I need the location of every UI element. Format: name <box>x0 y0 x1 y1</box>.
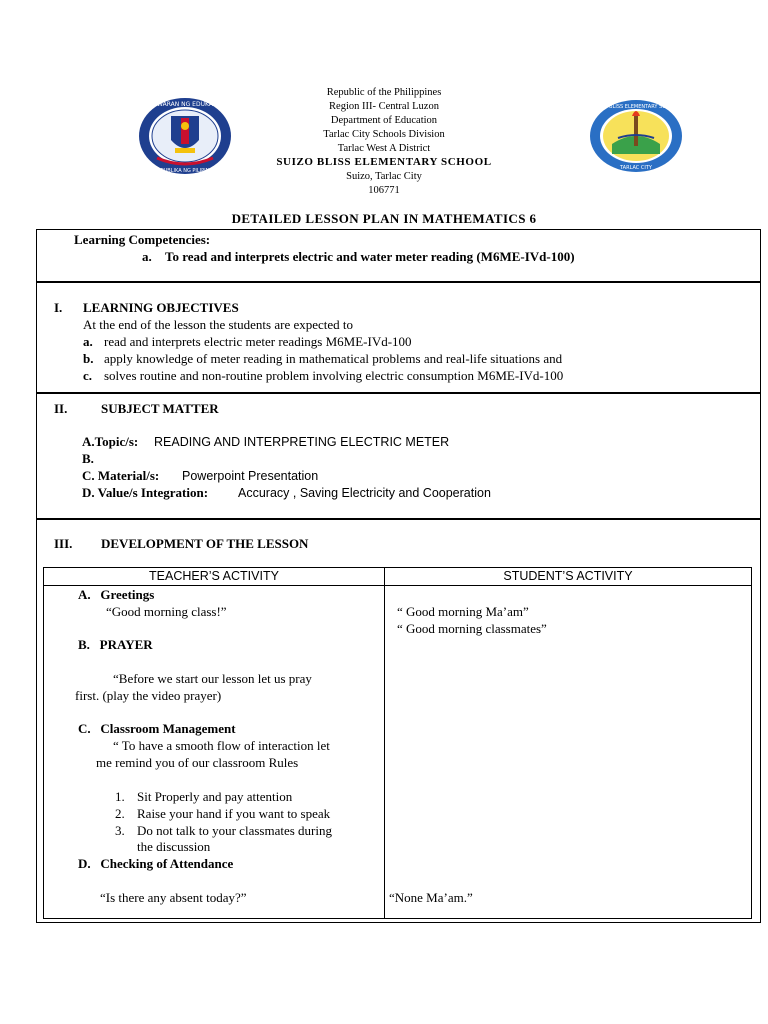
topic-label: A.Topic/s: <box>82 434 139 449</box>
svg-text:SUIZO BLISS ELEMENTARY SCHOOL: SUIZO BLISS ELEMENTARY SCHOOL <box>591 104 681 110</box>
rule-item: Raise your hand if you want to speak <box>137 806 331 821</box>
prayer-label: B. PRAYER <box>78 637 153 652</box>
competency-item: To read and interprets electric and water meter reading (M6ME-IVd-100) <box>165 249 575 264</box>
objective-item: read and interprets electric meter readings M6ME-IVd-100 <box>104 334 412 349</box>
school-name: SUIZO BLISS ELEMENTARY SCHOOL <box>276 156 492 168</box>
header-line: Region III- Central Luzon <box>329 101 439 112</box>
rule-marker: 1. <box>115 789 125 804</box>
objectives-heading: LEARNING OBJECTIVES <box>83 300 239 315</box>
objective-item: apply knowledge of meter reading in mathematical problems and real-life situations and <box>104 351 563 366</box>
management-line: “ To have a smooth flow of interaction let <box>113 738 330 753</box>
teacher-activity-header: TEACHER’S ACTIVITY <box>44 568 384 586</box>
rule-marker: 3. <box>115 823 125 838</box>
prayer-line: first. (play the video prayer) <box>75 688 222 703</box>
subject-matter-heading: SUBJECT MATTER <box>101 401 219 416</box>
objective-marker: a. <box>83 334 93 349</box>
classroom-management-label: C. Classroom Management <box>78 721 236 736</box>
objective-marker: b. <box>83 351 94 366</box>
greetings-teacher-line: “Good morning class!” <box>106 604 227 619</box>
prayer-line: “Before we start our lesson let us pray <box>113 671 312 686</box>
header-line: Department of Education <box>330 115 438 126</box>
competencies-box <box>36 229 761 282</box>
header-line: Tarlac City Schools Division <box>323 129 445 140</box>
student-activity-header: STUDENT’S ACTIVITY <box>385 568 751 586</box>
topic-value: READING AND INTERPRETING ELECTRIC METER <box>154 435 450 449</box>
attendance-student-line: “None Ma’am.” <box>389 890 473 905</box>
competency-marker: a. <box>142 249 152 264</box>
svg-text:REPUBLIKA NG PILIPINAS: REPUBLIKA NG PILIPINAS <box>154 168 216 174</box>
materials-value: Powerpoint Presentation <box>182 469 319 483</box>
objectives-intro: At the end of the lesson the students are expected to <box>83 317 354 332</box>
svg-text:KAGAWARAN NG EDUKASYON: KAGAWARAN NG EDUKASYON <box>140 101 230 108</box>
rule-marker: 2. <box>115 806 125 821</box>
document-title: DETAILED LESSON PLAN IN MATHEMATICS 6 <box>231 211 537 226</box>
student-greeting-line: “ Good morning Ma’am” <box>397 604 529 619</box>
attendance-teacher-line: “Is there any absent today?” <box>100 890 247 905</box>
school-id: 106771 <box>368 185 400 196</box>
materials-label: C. Material/s: <box>82 468 160 483</box>
values-label: D. Value/s Integration: <box>82 485 209 500</box>
rule-item: Sit Properly and pay attention <box>137 789 293 804</box>
student-greeting-line: “ Good morning classmates” <box>397 621 547 636</box>
subject-matter-box <box>36 393 761 519</box>
objectives-box <box>36 282 761 393</box>
objective-marker: c. <box>83 368 93 383</box>
development-heading: DEVELOPMENT OF THE LESSON <box>101 536 309 551</box>
greetings-label: A. Greetings <box>78 587 155 602</box>
column-divider <box>384 568 385 918</box>
section-numeral: II. <box>54 401 68 416</box>
rule-item: Do not talk to your classmates during <box>137 823 332 838</box>
competencies-heading: Learning Competencies: <box>74 232 211 247</box>
attendance-label: D. Checking of Attendance <box>78 856 234 871</box>
rule-item-continuation: the discussion <box>137 839 211 854</box>
school-seal-icon <box>588 98 684 174</box>
values-value: Accuracy , Saving Electricity and Cooperation <box>238 486 491 500</box>
management-line: me remind you of our classroom Rules <box>96 755 299 770</box>
header-line: Tarlac West A District <box>337 143 431 154</box>
objective-item: solves routine and non-routine problem involving electric consumption M6ME-IVd-100 <box>104 368 564 383</box>
section-numeral: I. <box>54 300 63 315</box>
svg-text:TARLAC CITY: TARLAC CITY <box>620 165 652 171</box>
section-numeral: III. <box>54 536 73 551</box>
header-line: Republic of the Philippines <box>326 87 442 98</box>
school-address: Suizo, Tarlac City <box>346 171 422 182</box>
b-label: B. <box>82 451 94 466</box>
